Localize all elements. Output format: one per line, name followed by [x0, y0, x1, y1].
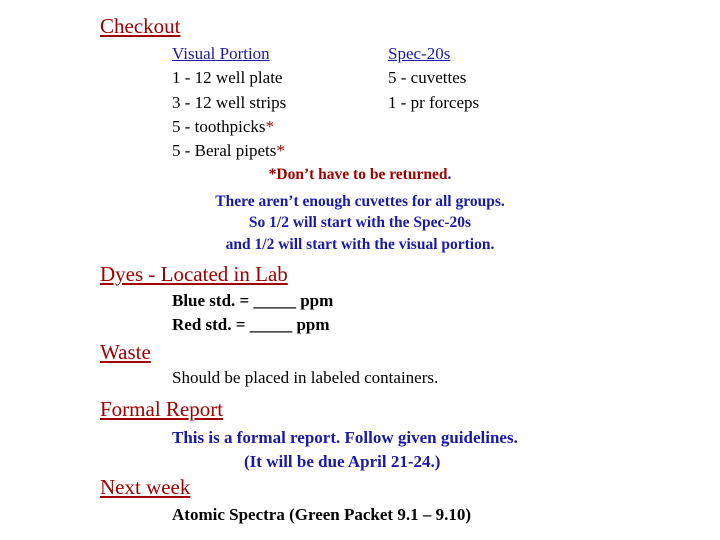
return-note: *Don’t have to be returned.: [268, 166, 452, 183]
spec-20s-list: [388, 42, 479, 115]
waste-heading: Waste: [100, 340, 151, 364]
next-week-heading: Next week: [100, 475, 191, 499]
dyes-heading: Dyes - Located in Lab: [100, 262, 288, 286]
visual-portion-title: Visual Portion: [172, 44, 270, 63]
visual-item: 3 - 12 well strips: [172, 92, 287, 112]
note-line: There aren’t enough cuvettes for all groups.: [215, 192, 505, 210]
spec-item: 5 - cuvettes: [388, 68, 467, 88]
red-std-line: Red std. = _____ ppm: [172, 315, 330, 334]
formal-report-heading: Formal Report: [100, 397, 224, 421]
dye-standards: [172, 289, 333, 337]
spec-20s-title: Spec-20s: [388, 44, 451, 63]
formal-report-line: This is a formal report. Follow given guidelines.: [172, 428, 518, 447]
visual-item: 1 - 12 well plate: [172, 68, 283, 88]
formal-report-due: (It will be due April 21-24.): [244, 452, 441, 471]
note-line: and 1/2 will start with the visual portion.: [225, 235, 495, 253]
blue-std-line: Blue std. = _____ ppm: [172, 291, 334, 310]
checkout-notes: [190, 164, 530, 255]
next-week-text: Atomic Spectra (Green Packet 9.1 – 9.10): [172, 505, 471, 524]
checkout-heading: Checkout: [100, 14, 181, 38]
waste-text: Should be placed in labeled containers.: [172, 368, 439, 387]
visual-item: 5 - toothpicks*: [172, 116, 274, 136]
spec-item: 1 - pr forceps: [388, 92, 480, 112]
note-line: So 1/2 will start with the Spec-20s: [248, 214, 472, 231]
visual-portion-list: [172, 42, 286, 163]
visual-item: 5 - Beral pipets*: [172, 141, 285, 161]
